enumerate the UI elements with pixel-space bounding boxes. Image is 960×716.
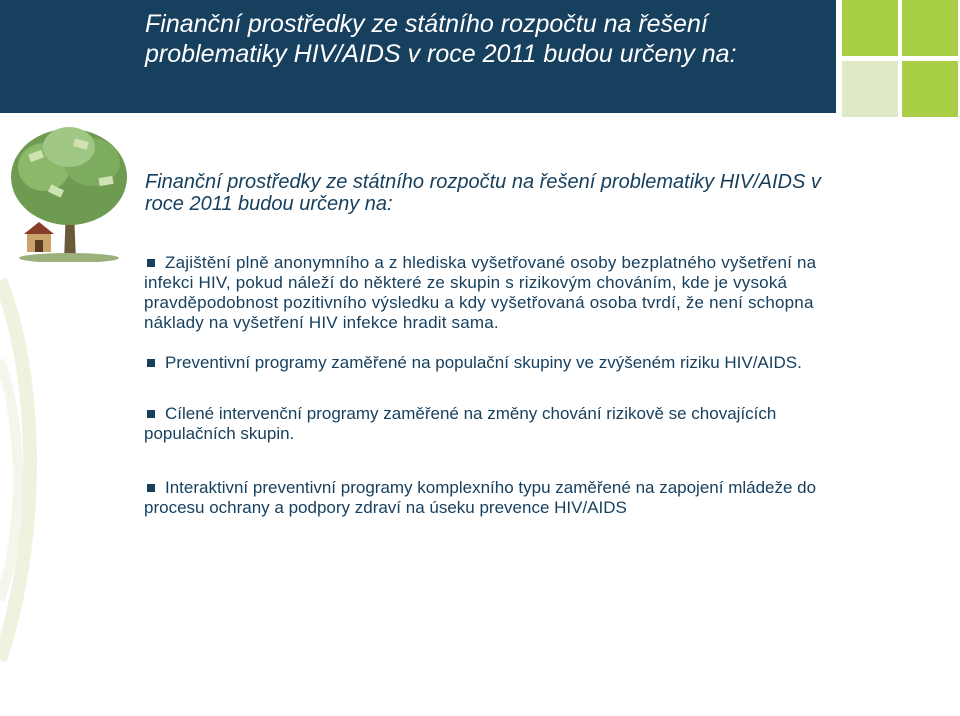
bullet-square-icon — [147, 359, 155, 367]
bullet-square-icon — [147, 484, 155, 492]
page-title: Finanční prostředky ze státního rozpočtu na řešení problematiky HIV/AIDS v roce 2011 budou určeny na: — [145, 10, 737, 68]
decorative-arcs — [0, 240, 60, 716]
list-item — [144, 253, 844, 333]
subtitle: Finanční prostředky ze státního rozpočtu na řešení problematiky HIV/AIDS v roce 2011 budou určeny na: — [145, 171, 821, 215]
list-item — [144, 404, 844, 444]
decor-square-top-right — [902, 0, 958, 56]
money-tree-icon — [4, 122, 134, 262]
list-item-text: Cílené intervenční programy zaměřené na změny chování rizikově se chovajících populačních skupin. — [144, 404, 777, 443]
bullet-square-icon — [147, 259, 155, 267]
list-item — [144, 478, 844, 518]
list-item-text: Preventivní programy zaměřené na populační skupiny ve zvýšeném riziku HIV/AIDS. — [165, 353, 802, 372]
bullet-square-icon — [147, 410, 155, 418]
decor-square-bottom-right — [902, 61, 958, 117]
list-item-text: Zajištění plně anonymního a z hlediska vyšetřované osoby bezplatného vyšetření na infekci HIV, pokud náleží do některé ze skupin s rizikovým chováním, kde je vysoká pravděpodobnost pozitivního výsledku a kdy vyšetřovaná osoba tvrdí, že není schopna náklady na vyšetření HIV infekce hradit sama. — [144, 253, 817, 332]
list-item — [144, 353, 844, 373]
title-banner — [0, 0, 836, 113]
decor-square-bottom-left — [842, 61, 898, 117]
list-item-text: Interaktivní preventivní programy komplexního typu zaměřené na zapojení mládeže do procesu ochrany a podpory zdraví na úseku prevence HIV/AIDS — [144, 478, 817, 517]
bullet-list — [144, 253, 844, 518]
decor-square-top-left — [842, 0, 898, 56]
